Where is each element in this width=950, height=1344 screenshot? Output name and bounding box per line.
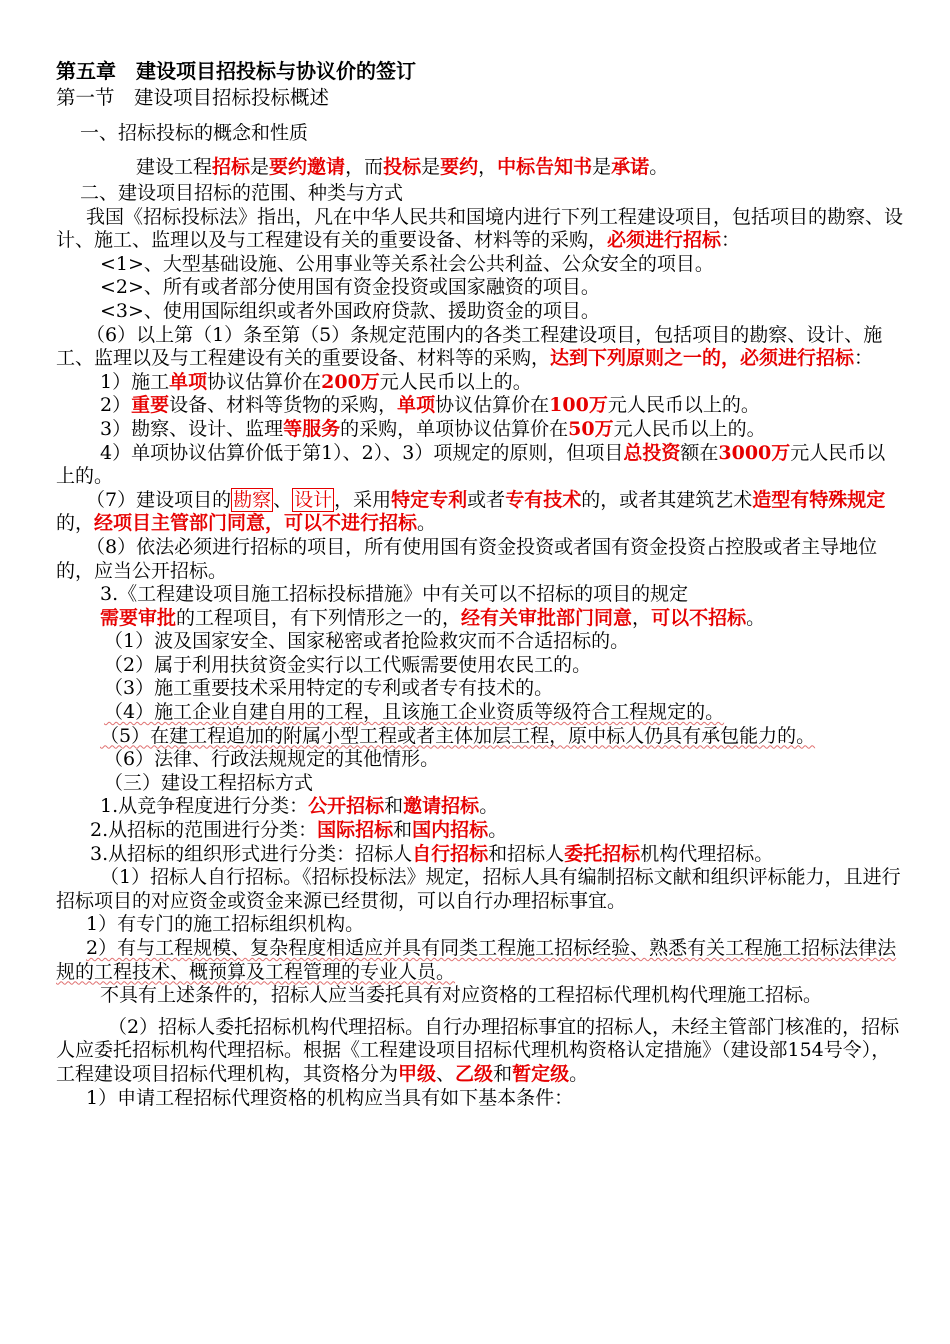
exemption-item: （2）属于利用扶贫资金实行以工代赈需要使用农民工的。	[104, 653, 592, 676]
exemption-item: （6）法律、行政法规规定的其他情形。	[104, 748, 440, 771]
self-condition-1: 1）有专门的施工招标组织机构。	[86, 913, 365, 936]
heading-concept: 一、招标投标的概念和性质	[80, 122, 309, 144]
threshold-item: 4）单项协议估算价低于第1）、2）、3）项规定的原则，但项目总投资额在3000万元人民币以上的。	[56, 441, 886, 488]
method-item: 3.从招标的组织形式进行分类：招标人自行招标和招标人委托招标机构代理招标。	[90, 842, 774, 865]
item-8-paragraph: （8）依法必须进行招标的项目，所有使用国有资金投资或者国有资金投资占控股或者主导地位的，应当公开招标。	[56, 535, 878, 582]
design-boxed-term: 设计	[294, 488, 333, 511]
survey-boxed-term: 勘察	[233, 488, 272, 511]
threshold-item: 3）勘察、设计、监理等服务的采购，单项协议估算价在50万元人民币以上的。	[100, 417, 766, 440]
heading-scope: 二、建设项目招标的范围、种类与方式	[80, 182, 404, 204]
method-item: 1.从竞争程度进行分类：公开招标和邀请招标。	[100, 795, 499, 818]
scope-item: <1>、大型基础设施、公用事业等关系社会公共利益、公众安全的项目。	[100, 252, 714, 275]
self-tender-paragraph: （1）招标人自行招标。《招标投标法》规定，招标人具有编制招标文献和组织评标能力，且进行招标项目的对应资金或资金来源已经贯彻，可以自行办理招标事宜。	[56, 866, 901, 912]
exemption-item: （5）在建工程追加的附属小型工程或者主体加层工程，原中标人仍具有承包能力的。	[100, 724, 816, 747]
method-item: 2.从招标的范围进行分类：国际招标和国内招标。	[90, 819, 508, 842]
exemption-item: （3）施工重要技术采用特定的专利或者专有技术的。	[104, 677, 554, 700]
agency-requirements: 1）申请工程招标代理资格的机构应当具有如下基本条件：	[86, 1086, 574, 1109]
item-6-paragraph: （6）以上第（1）条至第（5）条规定范围内的各类工程建设项目，包括项目的勘察、设计、施工、监理以及与工程建设有关的重要设备、材料等的采购，达到下列原则之一的，必须进行招标：	[56, 323, 883, 370]
exemption-item: （4）施工企业自建自用的工程，且该施工企业资质等级符合工程规定的。	[104, 701, 725, 724]
agency-paragraph: （2）招标人委托招标机构代理招标。自行办理招标事宜的招标人，未经主管部门核准的，招标人应委托招标机构代理招标。根据《工程建设项目招标代理机构资格认定措施》（建设部154号令），工程建设项目招标代理机构，其资格分为甲级、乙级和暂定级。	[56, 1015, 900, 1085]
measure-heading: 3.《工程建设项目施工招标投标措施》中有关可以不招标的项目的规定	[100, 583, 689, 606]
exemption-item: （1）波及国家安全、国家秘密或者抢险救灾而不合适招标的。	[104, 630, 630, 653]
threshold-item: 2）重要设备、材料等货物的采购，单项协议估算价在100万元人民币以上的。	[100, 394, 760, 417]
law-paragraph: 我国《招标投标法》指出，凡在中华人民共和国境内进行下列工程建设项目，包括项目的勘察、设计、施工、监理以及与工程建设有关的重要设备、材料等的采购，必须进行招标：	[56, 205, 904, 252]
scope-item: <2>、所有或者部分使用国有资金投资或国家融资的项目。	[100, 276, 600, 299]
chapter-title: 第五章 建设项目招投标与协议价的签订	[56, 59, 416, 83]
section-title: 第一节 建设项目招标投标概述	[56, 86, 330, 109]
self-condition-2: 2）有与工程规模、复杂程度相适应并具有同类工程施工招标经验、熟悉有关工程施工招标法律法规的工程技术、概预算及工程管理的专业人员。	[56, 937, 897, 983]
scope-item: <3>、使用国际组织或者外国政府贷款、援助资金的项目。	[100, 299, 600, 322]
item-7-paragraph: （7）建设项目的 勘察 、 设计 ，采用特定专利或者专有技术的，或者其建筑艺术造型有特殊规定的，经项目主管部门同意，可以不进行招标。	[56, 488, 886, 535]
document-page	[56, 58, 904, 1110]
self-condition-else: 不具有上述条件的，招标人应当委托具有对应资格的工程招标代理机构代理施工招标。	[100, 984, 823, 1007]
concept-paragraph: 建设工程招标是要约邀请，而投标是要约，中标告知书是承诺。	[136, 156, 669, 178]
heading-methods: （三）建设工程招标方式	[104, 771, 314, 794]
threshold-item: 1）施工单项协议估算价在200万元人民币以上的。	[100, 370, 532, 393]
approval-paragraph: 需要审批的工程项目，有下列情形之一的，经有关审批部门同意，可以不招标。	[100, 606, 766, 629]
